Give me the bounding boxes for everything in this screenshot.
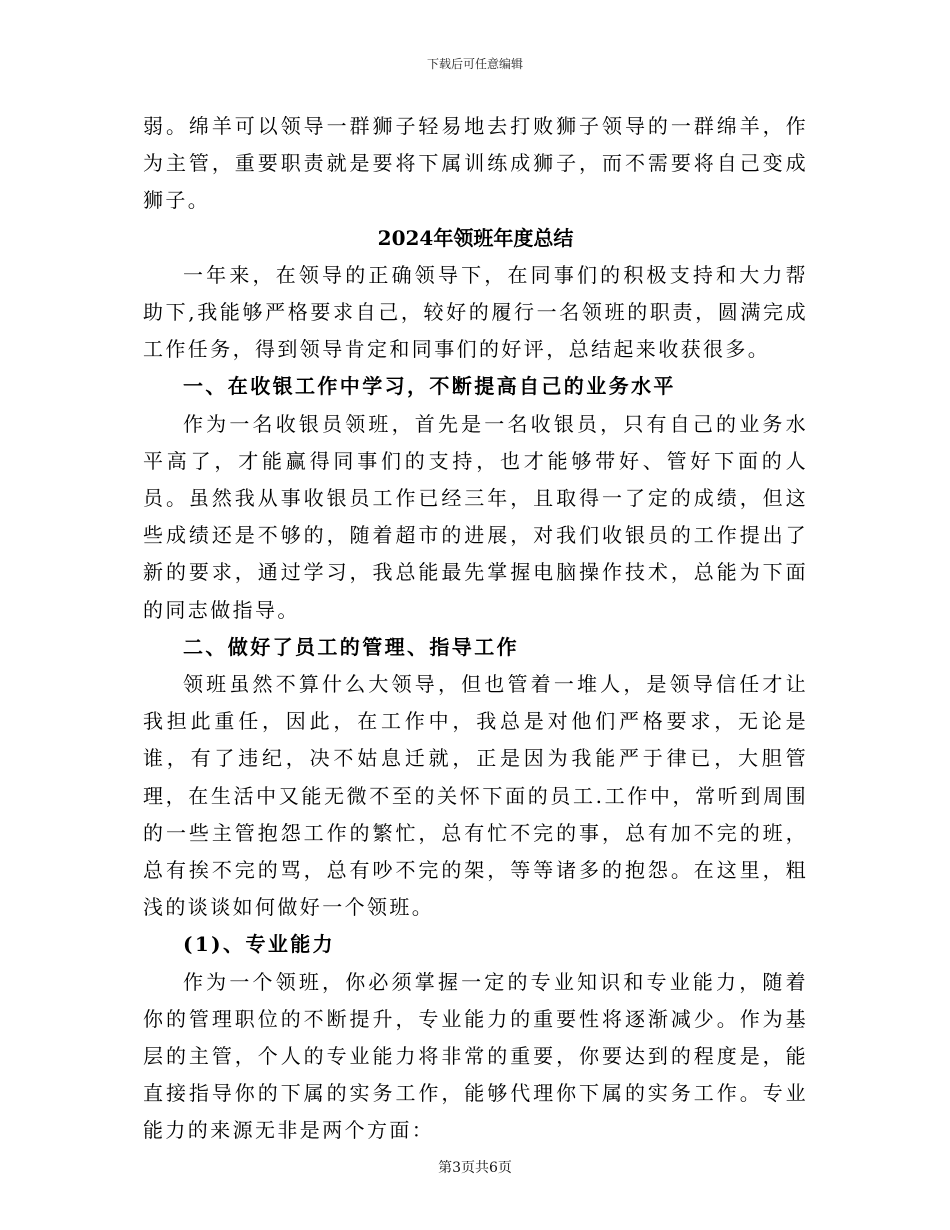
- subsection-1-heading: (1)、专业能力: [183, 932, 336, 957]
- page-header: 下载后可任意编辑: [426, 57, 523, 71]
- opening-paragraph: 一年来，在领导的正确领导下，在同事们的积极支持和大力帮助下,我能够严格要求自己，较好的履行一名领班的职责，圆满完成工作任务，得到领导肯定和同事们的好评，总结起来收获很多。: [143, 262, 808, 362]
- subsection-1-paragraph: 作为一个领班，你必须掌握一定的专业知识和专业能力，随着你的管理职位的不断提升，专业能力的重要性将逐渐减少。作为基层的主管，个人的专业能力将非常的重要，你要达到的程度是，能直接指导你的下属的实务工作，能够代理你下属的实务工作。专业能力的来源无非是两个方面：: [143, 969, 808, 1143]
- section-1-heading: 一、在收银工作中学习，不断提高自己的业务水平: [183, 374, 676, 399]
- document-body: [143, 108, 808, 1150]
- intro-paragraph: 弱。绵羊可以领导一群狮子轻易地去打败狮子领导的一群绵羊，作为主管，重要职责就是要将下属训练成狮子，而不需要将自己变成狮子。: [143, 114, 808, 213]
- section-2-heading: 二、做好了员工的管理、指导工作: [183, 634, 519, 659]
- document-title: 2024年领班年度总结: [377, 225, 574, 250]
- section-2-paragraph: 领班虽然不算什么大领导，但也管着一堆人，是领导信任才让我担此重任，因此，在工作中，我总是对他们严格要求，无论是谁，有了违纪，决不姑息迁就，正是因为我能严于律已，大胆管理，在生活中又能无微不至的关怀下面的员工.工作中，常听到周围的一些主管抱怨工作的繁忙，总有忙不完的事，总有加不完的班，总有挨不完的骂，总有吵不完的架，等等诸多的抱怨。在这里，粗浅的谈谈如何做好一个领班。: [143, 672, 808, 920]
- section-1-paragraph: 作为一名收银员领班，首先是一名收银员，只有自己的业务水平高了，才能赢得同事们的支持，也才能够带好、管好下面的人员。虽然我从事收银员工作已经三年，且取得一了定的成绩，但这些成绩还是不够的，随着超市的进展，对我们收银员的工作提出了新的要求，通过学习，我总能最先掌握电脑操作技术，总能为下面的同志做指导。: [143, 411, 808, 622]
- page-footer: 第3页共6页: [438, 1160, 512, 1176]
